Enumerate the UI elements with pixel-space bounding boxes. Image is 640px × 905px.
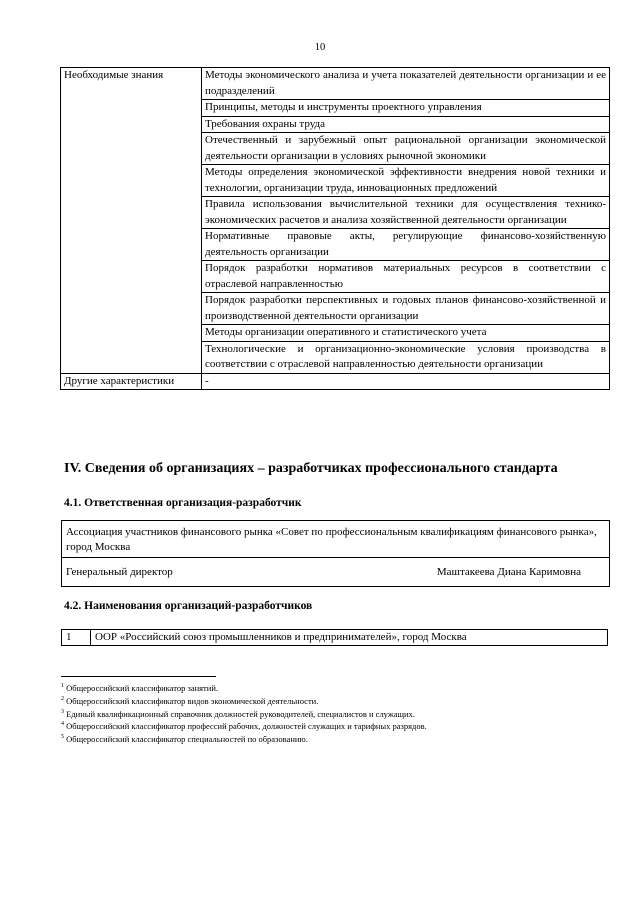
footnote-text: Общероссийский классификатор занятий. — [66, 683, 218, 693]
other-characteristics-value: - — [202, 373, 610, 390]
footnote — [61, 733, 427, 746]
developer-org-name: ООР «Российский союз промышленников и предпринимателей», город Москва — [91, 630, 608, 646]
director-row — [62, 558, 609, 586]
footnote-mark: 3 — [61, 708, 64, 715]
knowledge-item: Требования охраны труда — [202, 116, 610, 133]
knowledge-item: Нормативные правовые акты, регулирующие финансово-хозяйственную деятельность организации — [202, 229, 610, 261]
footnote-text: Общероссийский классификатор видов экономической деятельности. — [66, 695, 319, 706]
other-characteristics-label: Другие характеристики — [61, 373, 202, 390]
knowledge-table — [60, 67, 610, 390]
knowledge-item: Методы организации оперативного и статистического учета — [202, 325, 610, 342]
other-characteristics-row — [61, 373, 610, 390]
footnote — [61, 708, 427, 721]
developer-orgs-table — [61, 629, 608, 646]
knowledge-item: Правила использования вычислительной техники для осуществления технико-экономических расчетов и анализа хозяйственной деятельности организации — [202, 197, 610, 229]
knowledge-item: Методы экономического анализа и учета показателей деятельности организации и ее подразделений — [202, 68, 610, 100]
knowledge-item: Отечественный и зарубежный опыт рациональной организации экономической деятельности организации в условиях рыночной экономики — [202, 133, 610, 165]
knowledge-label: Необходимые знания — [61, 68, 202, 374]
knowledge-row — [61, 68, 610, 100]
responsible-org-heading: 4.1. Ответственная организация-разработчик — [64, 497, 302, 509]
footnote-text: Общероссийский классификатор профессий рабочих, должностей служащих и тарифных разрядов. — [66, 721, 427, 732]
responsible-org-name: Ассоциация участников финансового рынка «Совет по профессиональным квалификациям финансового рынка», город Москва — [62, 521, 609, 558]
knowledge-item: Порядок разработки перспективных и годовых планов финансово-хозяйственной и производственной деятельности организации — [202, 293, 610, 325]
footnote-mark: 1 — [61, 683, 64, 690]
responsible-org-box — [61, 520, 610, 587]
knowledge-item: Методы определения экономической эффективности внедрения новой техники и технологии, организации труда, инновационных предложений — [202, 165, 610, 197]
knowledge-item: Принципы, методы и инструменты проектного управления — [202, 100, 610, 117]
footnote — [61, 682, 427, 695]
footnote-mark: 5 — [61, 734, 64, 741]
footnote-text: Общероссийский классификатор специальностей по образованию. — [66, 734, 308, 745]
developer-orgs-heading: 4.2. Наименования организаций-разработчиков — [64, 600, 313, 612]
section-title: IV. Сведения об организациях – разработчиках профессионального стандарта — [64, 461, 558, 476]
footnote-mark: 4 — [61, 721, 64, 728]
knowledge-item: Порядок разработки нормативов материальных ресурсов в соответствии с отраслевой направленностью — [202, 261, 610, 293]
footnote-divider — [61, 676, 216, 677]
footnote-text: Единый квалификационный справочник должностей руководителей, специалистов и служащих. — [66, 708, 415, 719]
footnote-mark: 2 — [61, 695, 64, 702]
footnotes — [61, 682, 427, 746]
director-position: Генеральный директор — [66, 566, 173, 578]
footnote — [61, 720, 427, 733]
director-name: Маштакеева Диана Каримовна — [436, 566, 581, 578]
developer-org-row — [62, 630, 608, 646]
developer-org-number: 1 — [62, 630, 91, 646]
footnote — [61, 695, 427, 708]
page-number: 10 — [314, 42, 326, 53]
knowledge-item: Технологические и организационно-экономические условия производства в соответствии с отраслевой направленностью деятельности организации — [202, 341, 610, 373]
